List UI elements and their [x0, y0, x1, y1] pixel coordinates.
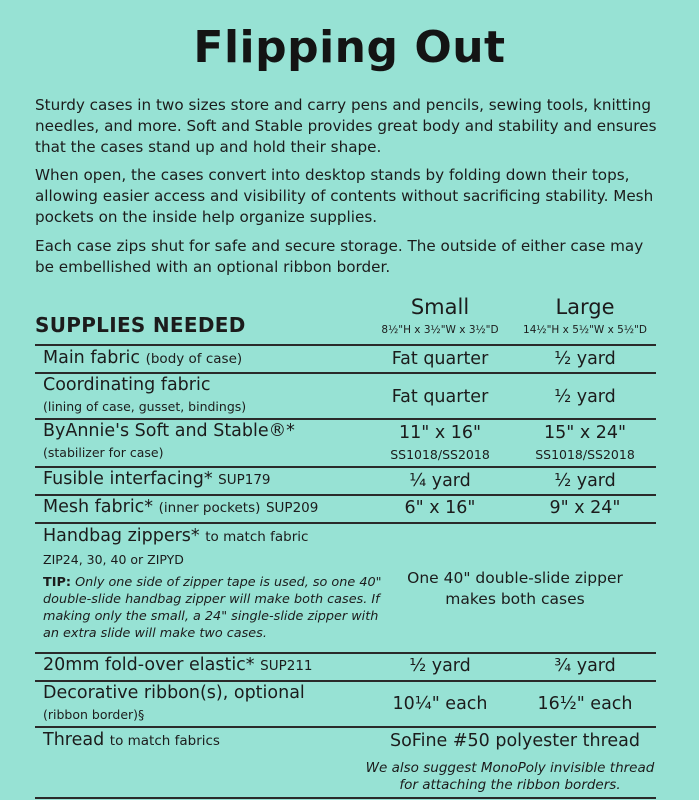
divider — [35, 652, 656, 654]
supplies-heading: SUPPLIES NEEDED — [35, 313, 246, 337]
row-mesh-large: 9" x 24" — [549, 498, 621, 518]
page-title: Flipping Out — [193, 22, 506, 73]
row-main-fabric-large: ½ yard — [554, 349, 616, 369]
row-ribbon-label: Decorative ribbon(s), optional — [43, 683, 305, 703]
divider — [35, 680, 656, 682]
column-large-dims: 14½"H x 5½"W x 5½"D — [523, 324, 647, 336]
row-thread-suggestion: We also suggest MonoPoly invisible thread for attaching the ribbon borders. — [365, 760, 655, 793]
row-fusible-small: ¼ yard — [409, 471, 471, 491]
row-ribbon-small: 10¼" each — [392, 694, 488, 714]
row-coord-fabric-sub: (lining of case, gusset, bindings) — [43, 399, 247, 414]
divider — [35, 494, 656, 496]
row-soft-stable-large: 15" x 24" SS1018/SS2018 — [535, 423, 635, 462]
row-fusible-label: Fusible interfacing* SUP179 — [43, 469, 271, 489]
row-coord-fabric-label: Coordinating fabric — [43, 375, 211, 395]
row-zippers-merged: One 40" double-slide zipper makes both cases — [407, 569, 623, 608]
row-main-fabric-label: Main fabric (body of case) — [43, 348, 243, 368]
column-header-large — [515, 295, 655, 336]
divider — [35, 797, 656, 799]
divider — [35, 726, 656, 728]
divider — [35, 344, 656, 346]
row-fusible-large: ½ yard — [554, 471, 616, 491]
row-elastic-large: ¾ yard — [554, 656, 616, 676]
row-ribbon-large: 16½" each — [537, 694, 633, 714]
row-thread-merged: SoFine #50 polyester thread — [389, 731, 641, 751]
divider — [35, 522, 656, 524]
row-mesh-small: 6" x 16" — [404, 498, 476, 518]
row-coord-fabric-small: Fat quarter — [391, 387, 489, 407]
row-zippers-sub: ZIP24, 30, 40 or ZIPYD — [43, 552, 184, 567]
column-small-dims: 8½"H x 3½"W x 3½"D — [381, 324, 499, 336]
row-thread-label: Thread to match fabrics — [43, 730, 220, 750]
row-soft-stable-small: 11" x 16" SS1018/SS2018 — [390, 423, 490, 462]
zipper-tip: TIP: Only one side of zipper tape is used, so one 40" double-slide handbag zipper will make both cases. If making only the small, a 24" single-slide zipper with an extra slide will make two cases. — [43, 575, 382, 641]
row-soft-stable-sub: (stabilizer for case) — [43, 445, 164, 460]
intro-paragraph-1: Sturdy cases in two sizes store and carry pens and pencils, sewing tools, knitting needles, and more. Soft and Stable provides great body and stability and ensures that the cases stand up and hold their shape. — [35, 96, 657, 156]
column-header-small — [375, 295, 505, 336]
intro-paragraph-3: Each case zips shut for safe and secure storage. The outside of either case may be embellished with an optional ribbon border. — [35, 237, 644, 276]
divider — [35, 418, 656, 420]
row-soft-stable-label: ByAnnie's Soft and Stable®* — [43, 421, 295, 441]
row-main-fabric-small: Fat quarter — [391, 349, 489, 369]
column-small-name: Small — [410, 295, 470, 319]
row-elastic-small: ½ yard — [409, 656, 471, 676]
row-elastic-label: 20mm fold-over elastic* SUP211 — [43, 655, 313, 675]
row-zippers-label: Handbag zippers* to match fabric — [43, 526, 309, 546]
row-mesh-label: Mesh fabric* (inner pockets) SUP209 — [43, 497, 319, 517]
divider — [35, 372, 656, 374]
row-ribbon-sub: (ribbon border)§ — [43, 707, 145, 722]
row-coord-fabric-large: ½ yard — [554, 387, 616, 407]
intro-paragraph-2: When open, the cases convert into desktop stands by folding down their tops, allowing easier access and visibility of contents without sacrificing stability. Mesh pockets on the inside help organize supplies. — [35, 166, 654, 226]
divider — [35, 466, 656, 468]
column-large-name: Large — [555, 295, 615, 319]
